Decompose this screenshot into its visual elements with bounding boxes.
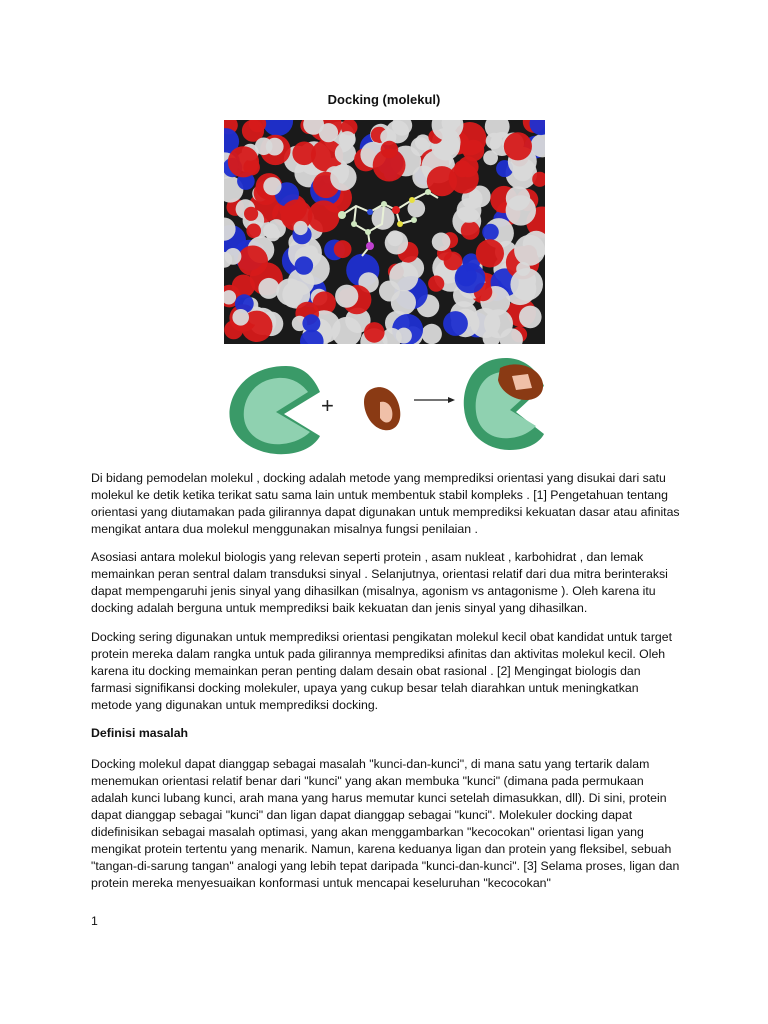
surface-atom [506,186,530,210]
surface-atom [385,231,408,254]
surface-atom [514,235,545,266]
surface-atom [443,311,468,336]
surface-atom [330,164,356,190]
surface-atom [519,306,542,329]
surface-atom [244,207,258,221]
complex-shape [464,358,544,450]
surface-atom [263,177,281,195]
surface-atom [246,224,261,239]
docking-schematic [224,358,546,458]
surface-atom [335,143,356,164]
surface-atom [232,309,249,326]
surface-atom [432,233,451,252]
surface-atom [364,322,385,343]
paragraph-text: Docking molekul dapat dianggap sebagai masalah "kunci-dan-kunci", di mana satu yang tertarik dalam menemukan orientasi relatif benar dari "kunci" yang akan membuka "kunci" (dimana pada permukaan adalah kunci lubang kunci, arah mana yang harus memutar kunci setelah dimasukkan, dll). Di sini, protein dapat dianggap sebagai "kunci" dan ligan dapat dianggap sebagai "kunci". Molekuler docking dapat didefinisikan sebagai masalah optimasi, yang akan menggambarkan "kecocokan" orientasi ligan yang mengikat protein tertentu yang menarik. Namun, karena keduanya ligan dan protein yang fleksibel, sebuah "tangan-di-sarung tangan" analogi yang lebih tepat daripada "kunci-dan-kunci". [3] Selama proses, ligan dan protein mereka menyesuaikan konformasi untuk mencapai keseluruhan "kecocokan" [91,757,680,890]
surface-atom [476,239,504,267]
surface-atom [334,240,352,258]
surface-atom [266,138,284,156]
paragraph-2 [91,549,681,617]
surface-atom [237,246,268,277]
surface-atom [461,221,480,240]
molecular-surface-image [224,120,545,344]
surface-atom [454,160,471,177]
surface-atom [457,198,482,223]
surface-atom [292,142,316,166]
surface-atom [258,278,279,299]
surface-atom [516,262,530,276]
surface-atom [486,133,503,150]
document-title: Docking (molekul) [327,92,441,107]
reaction-arrow [414,397,455,403]
receptor-shape [229,366,320,454]
surface-atom [422,324,442,344]
paragraph-3 [91,629,681,714]
ligand-shape [364,387,400,430]
surface-atom [308,200,340,232]
surface-atom [294,221,308,235]
surface-atom [484,309,513,338]
section-heading: Definisi masalah [91,726,189,740]
surface-atom [335,285,358,308]
surface-atom [228,146,259,177]
surface-atom [225,248,242,265]
surface-atom [428,276,444,292]
paragraph-text: Di bidang pemodelan molekul , docking adalah metode yang memprediksi orientasi yang disukai dari satu molekul ke detik ketika terikat satu sama lain untuk membentuk stabil kompleks . [1] Pengetahuan tentang orientasi yang diutamakan pada gilirannya dapat digunakan untuk memprediksi kekuatan dasar atau afinitas mengikat antara dua molekul menggunakan misalnya fungsi penilaian . [91,471,680,536]
surface-atom [455,263,486,294]
surface-atom [504,132,532,160]
surface-atom [266,227,280,241]
molecular-surface-graphic [224,120,545,344]
paragraph-text: Docking sering digunakan untuk memprediksi orientasi pengikatan molekul kecil obat kandidat untuk target protein mereka dalam rangka untuk pada gilirannya memprediksi afinitas dan aktivitas molekul kecil. Oleh karena itu docking memainkan peran penting dalam desain obat rasional . [2] Mengingat biologis dan farmasi signifikansi docking molekuler, upaya yang cukup besar telah diarahkan untuk meningkatkan metode yang digunakan untuk memprediksi docking. [91,630,673,712]
plus-sign: + [321,393,334,418]
surface-atom [389,262,418,291]
surface-atom [276,278,303,305]
paragraph-1 [91,470,681,538]
surface-atom [381,141,399,159]
surface-atom [427,166,457,196]
surface-atom [295,256,313,274]
surface-atom [302,314,320,332]
surface-atom [408,200,426,218]
surface-atom [482,224,499,241]
page-number: 1 [91,914,98,928]
paragraph-4 [91,756,681,892]
surface-atom [463,140,485,162]
paragraph-text: Asosiasi antara molekul biologis yang relevan seperti protein , asam nukleat , karbohidrat , dan lemak memainkan peran sentral dalam transduksi sinyal . Selanjutnya, orientasi relatif dari dua mitra berinteraksi dapat mempengaruhi jenis sinyal yang dihasilkan (misalnya, agonism vs antagonisme ). Oleh karena itu docking adalah berguna untuk memprediksi baik kekuatan dan jenis sinyal yang dihasilkan. [91,550,668,615]
